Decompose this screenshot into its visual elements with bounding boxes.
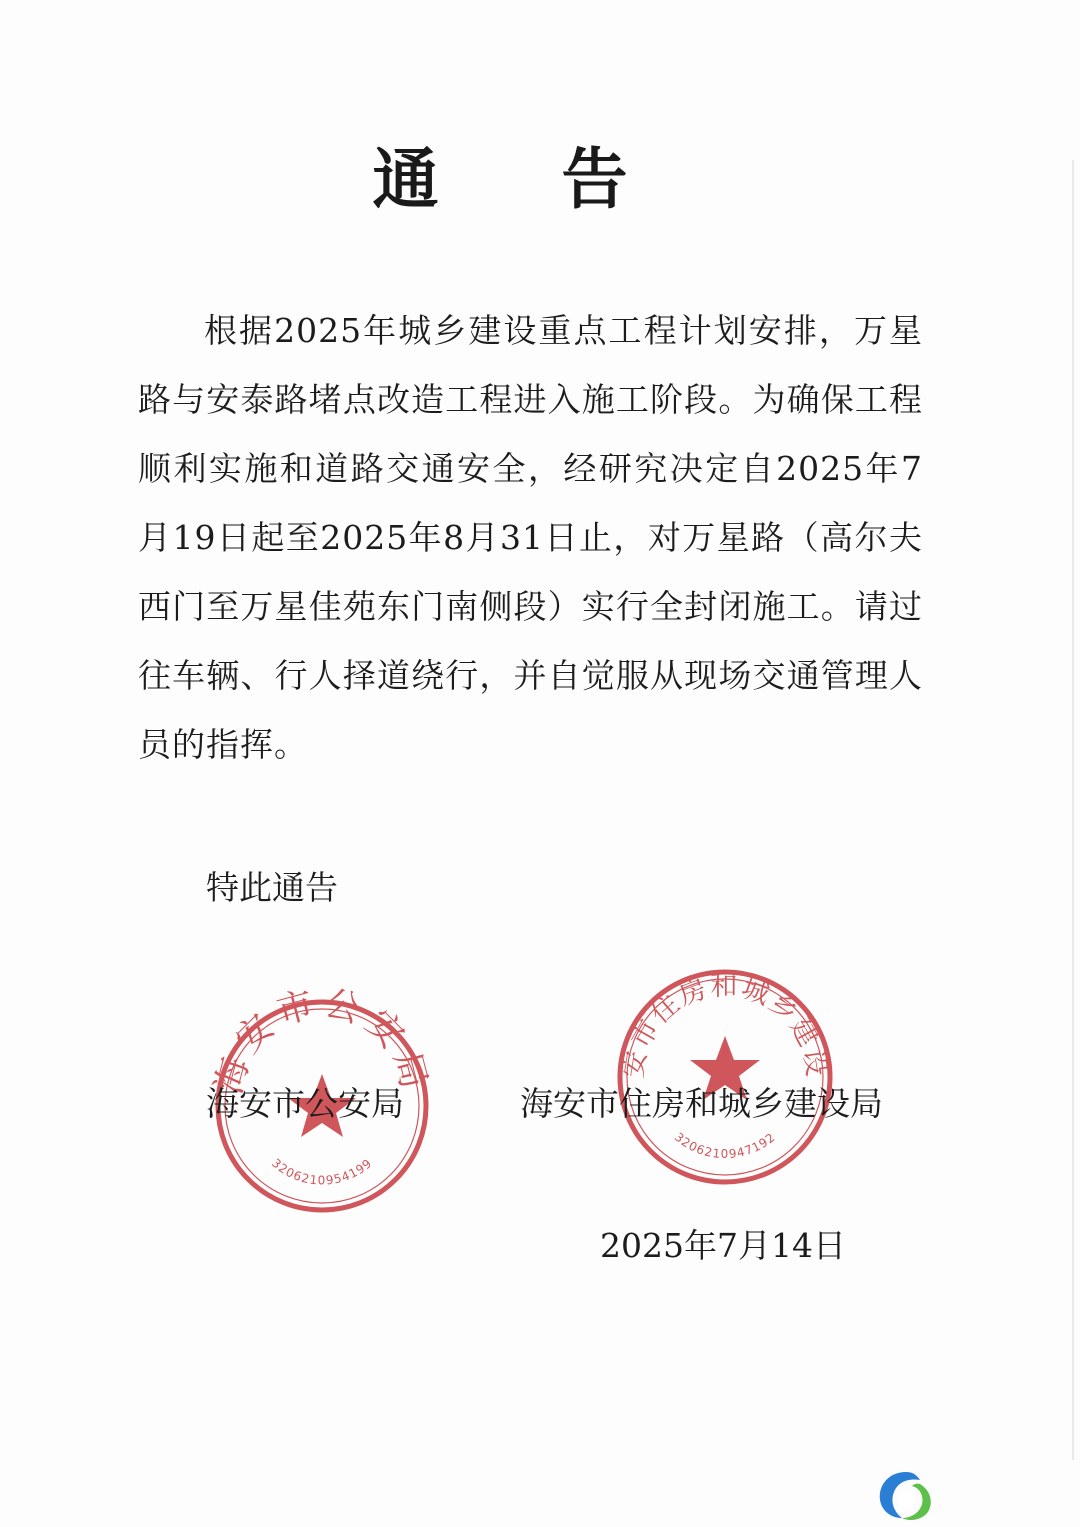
signer-housing-bureau: 海安市住房和城乡建设局 — [520, 1084, 883, 1123]
seal-1-code: 3206210954199 — [269, 1155, 375, 1188]
notice-date: 2025年7月14日 — [600, 1226, 846, 1265]
svg-text:海安市住房和城乡建设局 — [600, 942, 832, 1080]
notice-body: 根据2025年城乡建设重点工程计划安排，万星路与安泰路堵点改造工程进入施工阶段。为确保工程顺利实施和道路交通安全，经研究决定自2025年7月19日起至2025年8月31日止，对万星路（高尔夫西门至万星佳苑东门南侧段）实行全封闭施工。请过往车辆、行人择道绕行，并自觉服从现场交通管理人员的指挥。 — [138, 311, 923, 764]
seal-2-code: 3206210947192 — [671, 1129, 779, 1162]
svg-text:3206210947192 — [672, 1130, 778, 1161]
app-logo-icon — [876, 1468, 936, 1522]
seal-2-ring-text: 海安市住房和城乡建设局 — [599, 942, 832, 1081]
svg-text:3206210954199 — [269, 1156, 375, 1188]
page-edge-shadow — [1072, 160, 1074, 1460]
signer-public-security: 海安市公安局 — [206, 1084, 404, 1123]
seal-1-ring-text: 海安市公安局 — [208, 982, 436, 1099]
notice-closing: 特此通告 — [206, 868, 338, 907]
notice-title: 通 告 — [372, 141, 678, 218]
